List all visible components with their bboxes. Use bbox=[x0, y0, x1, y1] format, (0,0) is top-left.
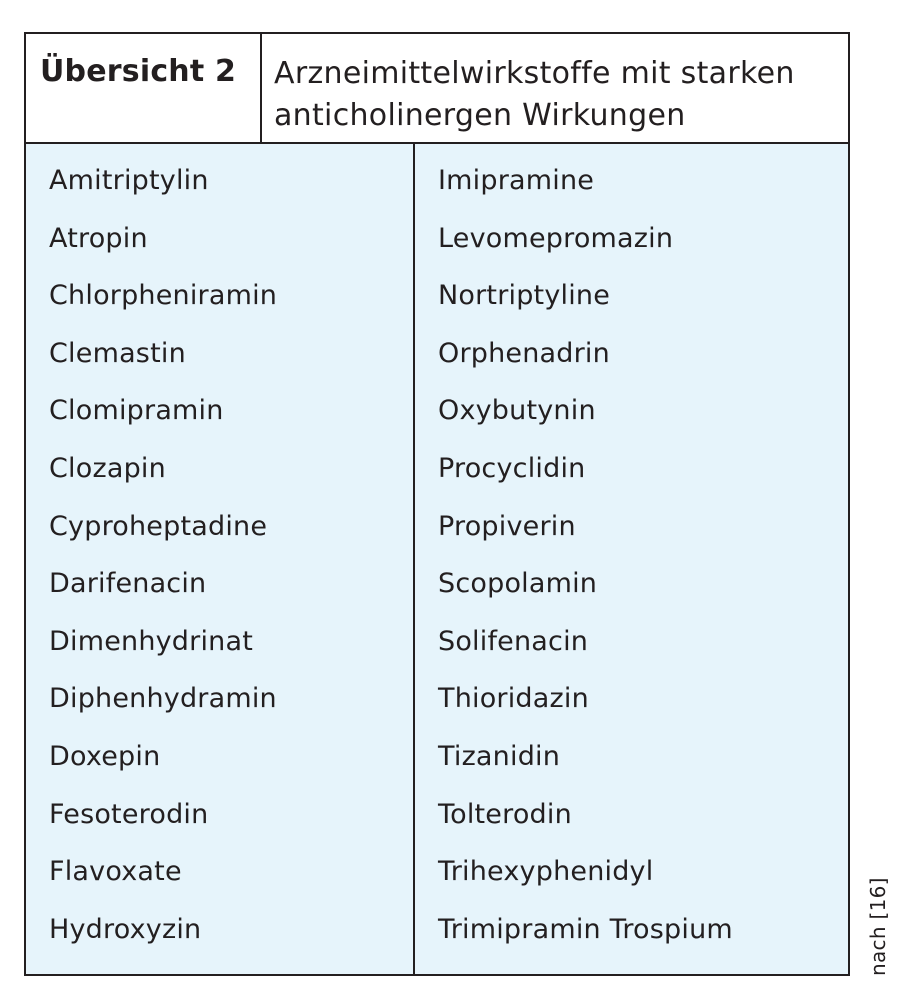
table-title: Arzneimittelwirkstoffe mit starken anticholinergen Wirkungen bbox=[274, 56, 795, 133]
list-item: Nortriptyline bbox=[438, 280, 611, 312]
list-item: Dimenhydrinat bbox=[49, 625, 253, 657]
list-item: Chlorpheniramin bbox=[49, 280, 278, 312]
list-item: Procyclidin bbox=[438, 452, 586, 484]
overview-label: Übersicht 2 bbox=[40, 54, 237, 89]
list-item: Oxybutynin bbox=[438, 395, 596, 427]
list-item: Tolterodin bbox=[438, 798, 572, 830]
list-item: Orphenadrin bbox=[438, 337, 610, 369]
list-item: Flavoxate bbox=[49, 856, 182, 888]
source-note: nach [16] bbox=[866, 877, 890, 976]
list-item: Scopolamin bbox=[438, 568, 598, 600]
list-item: Trimipramin Trospium bbox=[438, 913, 733, 945]
list-item: Clemastin bbox=[49, 337, 186, 369]
left-column bbox=[49, 163, 277, 969]
right-column bbox=[438, 163, 733, 969]
list-item: Clomipramin bbox=[49, 395, 224, 427]
list-item: Amitriptylin bbox=[49, 165, 209, 196]
list-item: Levomepromazin bbox=[438, 222, 674, 254]
list-item: Trihexyphenidyl bbox=[438, 856, 654, 888]
list-item: Propiverin bbox=[438, 510, 576, 542]
list-item: Doxepin bbox=[49, 740, 161, 772]
list-item: Clozapin bbox=[49, 452, 166, 484]
list-item: Solifenacin bbox=[438, 625, 589, 657]
list-item: Imipramine bbox=[438, 165, 595, 196]
list-item: Darifenacin bbox=[49, 568, 207, 600]
list-item: Fesoterodin bbox=[49, 798, 209, 830]
list-item: Hydroxyzin bbox=[49, 913, 202, 945]
list-item: Diphenhydramin bbox=[49, 683, 277, 715]
drug-overview-table bbox=[24, 32, 850, 976]
header-divider bbox=[260, 34, 262, 142]
list-item: Cyproheptadine bbox=[49, 510, 268, 542]
column-divider bbox=[413, 144, 415, 974]
table-body bbox=[26, 144, 848, 974]
list-item: Atropin bbox=[49, 222, 148, 254]
list-item: Tizanidin bbox=[438, 740, 561, 772]
list-item: Thioridazin bbox=[438, 683, 589, 715]
table-header bbox=[26, 34, 848, 144]
